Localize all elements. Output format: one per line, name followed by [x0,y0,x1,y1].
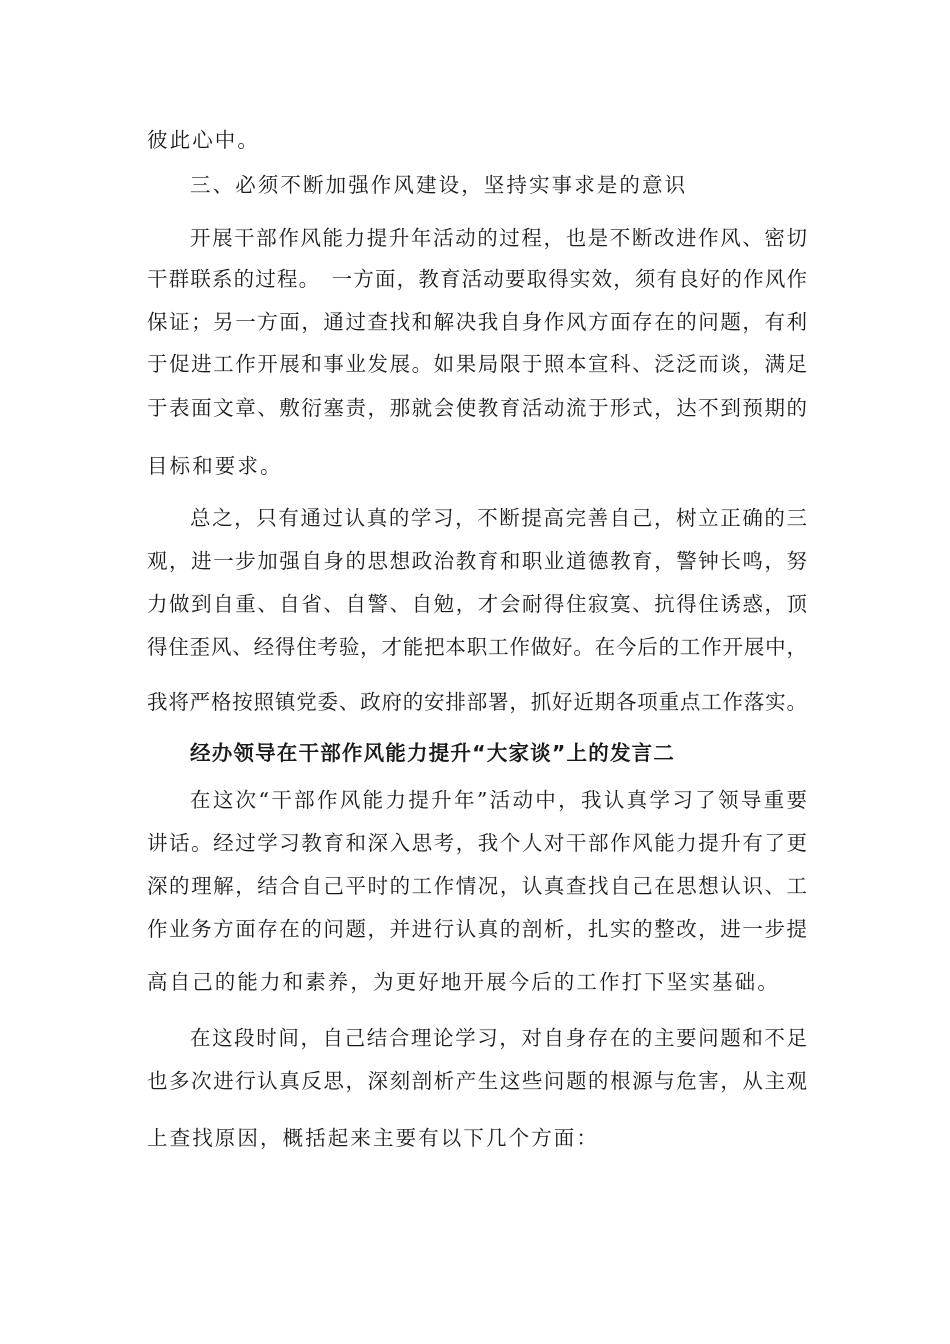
text-line: 观，进一步加强自身的思想政治教育和职业道德教育，警钟长鸣，努 [147,549,807,573]
text-line: 力做到自重、自省、自警、自勉，才会耐得住寂寞、抗得住诱惑，顶 [147,592,807,616]
text-line: 高自己的能力和素养，为更好地开展今后的工作打下坚实基础。 [147,970,780,994]
text-line: 于促进工作开展和事业发展。如果局限于照本宣科、泛泛而谈，满足 [147,352,807,376]
text-line: 彼此心中。 [147,128,260,152]
text-line: 得住歪风、经得住考验，才能把本职工作做好。在今后的工作开展中， [147,635,807,659]
text-line: 作业务方面存在的问题，并进行认真的剖析，扎实的整改，进一步提 [147,917,807,941]
text-line: 也多次进行认真反思，深刻剖析产生这些问题的根源与危害，从主观 [147,1069,807,1093]
text-line: 我将严格按照镇党委、政府的安排部署，抓好近期各项重点工作落实。 [147,690,807,714]
text-line: 开展干部作风能力提升年活动的过程，也是不断改进作风、密切 [190,226,807,250]
text-line: 总之，只有通过认真的学习，不断提高完善自己，树立正确的三 [190,506,807,530]
text-line: 干群联系的过程。 一方面，教育活动要取得实效，须有良好的作风作 [147,267,807,291]
text-line: 深的理解，结合自己平时的工作情况，认真查找自己在思想认识、工 [147,874,807,898]
article-title: 经办领导在干部作风能力提升“大家谈”上的发言二 [190,741,676,765]
text-line: 上查找原因，概括起来主要有以下几个方面： [147,1126,599,1150]
text-line: 在这次“干部作风能力提升年”活动中，我认真学习了领导重要 [190,788,807,812]
text-line: 在这段时间，自己结合理论学习，对自身存在的主要问题和不足 [190,1026,807,1050]
text-line: 讲话。经过学习教育和深入思考，我个人对干部作风能力提升有了更 [147,831,807,855]
text-line: 于表面文章、敷衍塞责，那就会使教育活动流于形式，达不到预期的 [147,396,807,420]
text-line: 目标和要求。 [147,454,283,478]
section-heading: 三、必须不断加强作风建设，坚持实事求是的意识 [190,173,688,197]
text-line: 保证；另一方面，通过查找和解决我自身作风方面存在的问题，有利 [147,310,807,334]
